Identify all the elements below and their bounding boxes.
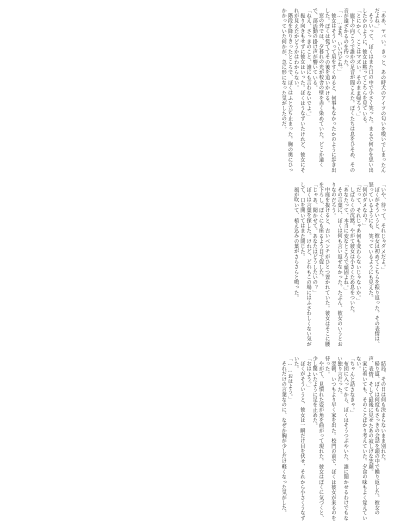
paragraph: 窓の外では、夕暮れの光が校舎の壁を赤く染めていた。どこか遠くで、部活動の掛け声が響いている。 bbox=[311, 8, 324, 168]
paragraph: 家に着いても、そのことばかり考えていた。夕食の味もよく覚えていない。 bbox=[355, 356, 368, 521]
text-column bbox=[293, 182, 386, 350]
paragraph: 「おはよう。」 bbox=[305, 356, 312, 390]
paragraph: 中庭を抜けると、古いベンチがひとつ置かれていた。彼女はそこに腰を下ろし、ぼくにも座るよう目で促した。 bbox=[317, 182, 331, 347]
paragraph: 「ああ、ヤバい。きっと、あの時犬のアイツの匂いを嗅いでしまったんだよね。」 bbox=[373, 8, 386, 173]
paragraph: 翌朝、いつもより早く家を出た。校門の前で、ぼくは彼女が来るのを待った。 bbox=[324, 356, 337, 521]
paragraph: 布団に入ってから、ぼくはそうつぶやいた。誰に聞かせるわけでもない独り言だった。 bbox=[336, 356, 349, 521]
paragraph: ぼくは言葉を探した。けれど、どれもこの場にはふさわしくない気がして、口を開いてはまた閉じた。 bbox=[299, 182, 312, 347]
text-tier-lower bbox=[14, 356, 386, 522]
paragraph: 「じゃあ、聞かせて。あなたはどうしたいの？」 bbox=[311, 182, 318, 296]
paragraph: 「ちゃんと話さなきゃ。」 bbox=[348, 356, 355, 416]
paragraph: やがて、見慣れた姿が角を曲がって現れた。彼女はぼくに気づくと、少し驚いたように足を止めた。 bbox=[311, 356, 324, 521]
paragraph: 「何がダメなの？」 bbox=[361, 182, 368, 229]
paragraph: ぼくがそういうと、彼女は一瞬だけ目を伏せ、それから小さくうなずいた。 bbox=[293, 356, 306, 521]
paragraph: それだけの言葉なのに、なぜか胸が少しだけ軽くなった気がした。 bbox=[280, 361, 287, 516]
paragraph: 「あなたって、本当に変なところで頑固よね。」 bbox=[342, 182, 349, 293]
text-column bbox=[281, 8, 386, 176]
paragraph: ぼくがそういうと、彼女は初めてこちらを振り返った。その表情は、怒っているようにも、笑っているようにも見えた。 bbox=[367, 182, 380, 347]
paragraph: 「だって、それじゃあ何も変わらないじゃないか。」 bbox=[355, 182, 362, 304]
paragraph: 結局、その日は何も決まらないまま別れた。 bbox=[380, 361, 386, 464]
paragraph: 帰り道、ぼくは何度もさっきの会話を頭の中で繰り返した。彼女の声、表情、そして最後に見せたあの寂しげな笑顔。 bbox=[367, 356, 380, 516]
paragraph: しばらくの沈黙。やがて彼女は小さくため息をついた。 bbox=[348, 187, 355, 316]
paragraph: 「ねえ、さっきのこと、誰にも言わないでよ。」 bbox=[305, 8, 312, 119]
paragraph: その言葉に、ぼくは何も言い返せなかった。たぶん、彼女のいうとおりなのだろう。 bbox=[330, 182, 343, 347]
paragraph: 「……おはよう。」 bbox=[286, 356, 293, 402]
paragraph: 廊下の向こうで誰かの足音が聞こえた。ぼくたちは息をひそめ、その音が遠ざかるのを待った。 bbox=[342, 8, 355, 173]
text-tier-upper bbox=[14, 8, 386, 176]
paragraph: 階段を降りきったところで、ぼくはふと立ち止まった。胸の奥にひっかかっていた何かが、急に形になった気がしたのだ。 bbox=[280, 8, 293, 173]
paragraph: 「……まあ、いいけどね。」 bbox=[336, 8, 343, 75]
paragraph: 「いや、待って。それじゃダメだよ。」 bbox=[380, 182, 386, 273]
paragraph: 「とにかく、ここはマズい。そのまま帰ろう。」 bbox=[355, 8, 362, 119]
text-column bbox=[281, 356, 386, 522]
paragraph: 風が吹いて、植え込みの葉がさらさらと鳴った。 bbox=[293, 187, 300, 301]
paragraph: 振り向きもせずに彼女はいった。ぼくはうなずいたけれど、彼女にそれが見えたかどうかはわからない。 bbox=[293, 8, 306, 173]
paragraph: そういって、ぼくはまた口の中で小さく笑った。まるで何かを思い出したかのように、彼女は黙ってこちらを見ている。 bbox=[361, 8, 374, 173]
paragraph: 彼女はそういって肩をすくめると、何事もなかったかのように歩き出した。ぼくは慌ててその後を追いかける。 bbox=[324, 8, 337, 173]
text-tier-middle bbox=[14, 182, 386, 350]
